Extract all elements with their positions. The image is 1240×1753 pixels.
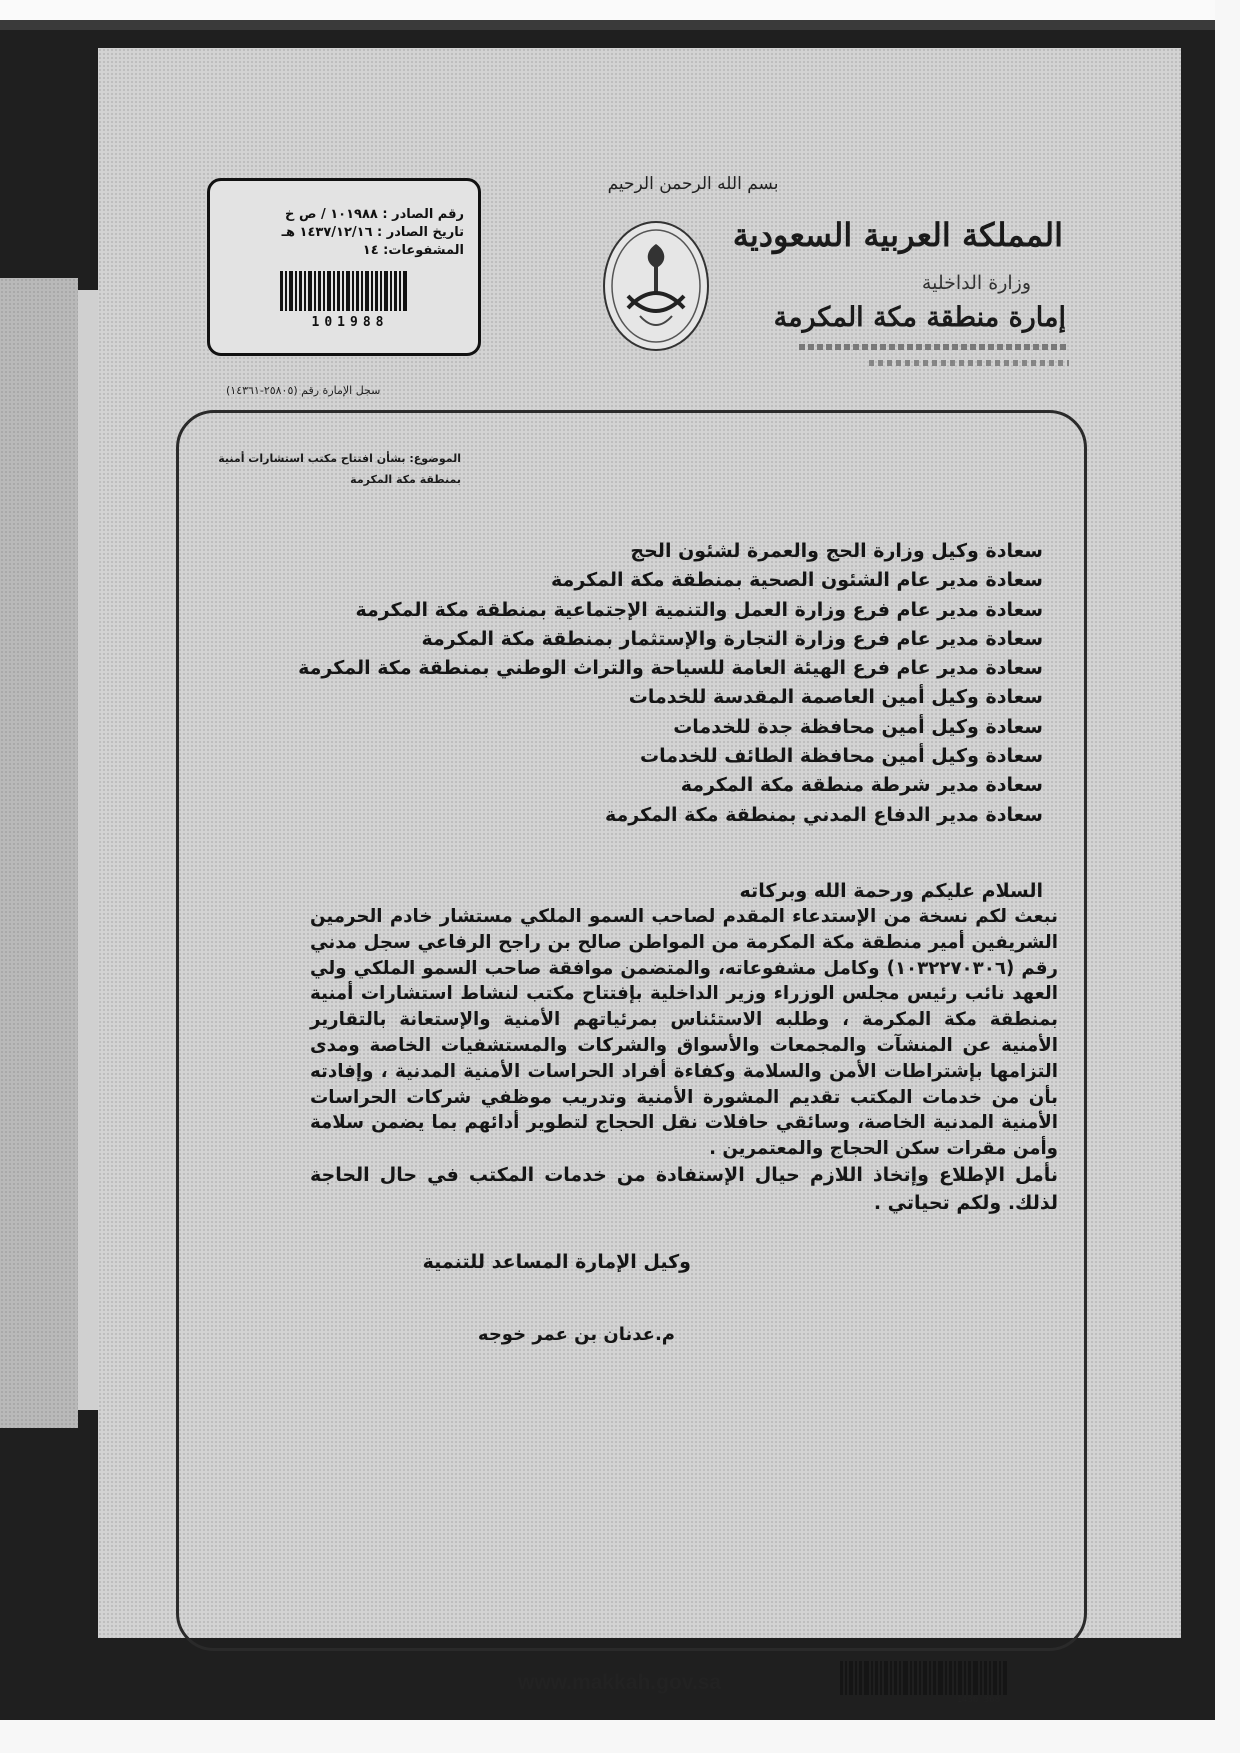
basmala: بسم الله الرحمن الرحيم (607, 174, 779, 194)
recipient: سعادة مدير الدفاع المدني بمنطقة مكة المكرمة (605, 803, 1043, 826)
scan-right-margin (1215, 0, 1240, 1753)
underlying-page-edge (0, 278, 78, 1428)
signatory-name: م.عدنان بن عمر خوجه (477, 1324, 675, 1345)
recipient: سعادة مدير عام فرع وزارة العمل والتنمية الإجتماعية بمنطقة مكة المكرمة (355, 598, 1043, 621)
greeting: السلام عليكم ورحمة الله وبركاته (739, 880, 1043, 902)
subject-line-2: بمنطقة مكة المكرمة (350, 473, 461, 486)
recipient: سعادة وكيل أمين محافظة الطائف للخدمات (640, 745, 1043, 768)
footer-barcode-number: 1436 368 (956, 1695, 1000, 1705)
scan-bottom-margin (0, 1720, 1240, 1753)
signatory-title: وكيل الإمارة المساعد للتنمية (422, 1251, 691, 1273)
saudi-emblem-icon (596, 216, 716, 366)
attachments-count: المشفوعات: ١٤ (362, 243, 464, 258)
closing-paragraph: نأمل الإطلاع وإتخاذ اللازم حيال الإستفادة من خدمات المكتب في حال الحاجة لذلك. ولكم تحياتي . (310, 1164, 1058, 1214)
letterhead-subline (799, 344, 1069, 350)
emirate-title: إمارة منطقة مكة المكرمة (773, 302, 1066, 333)
letterhead-subline-2 (869, 360, 1069, 366)
recipient: سعادة مدير عام فرع الهيئة العامة للسياحة والتراث الوطني بمنطقة مكة المكرمة (298, 657, 1043, 680)
registry-number: سجل الإمارة رقم (٢٥٨٠٥-١٤٣٦١) (226, 384, 381, 397)
recipients-list (243, 537, 1043, 830)
recipient: سعادة مدير عام فرع وزارة التجارة والإستثمار بمنطقة مكة المكرمة (421, 627, 1043, 650)
recipient: سعادة وكيل أمين العاصمة المقدسة للخدمات (628, 686, 1043, 709)
reference-stamp-box (207, 178, 481, 356)
recipient: سعادة مدير شرطة منطقة مكة المكرمة (680, 774, 1043, 797)
subject-line-1: الموضوع: بشأن افتتاح مكتب استشارات أمنية (218, 452, 461, 465)
outgoing-number: رقم الصادر : ١٠١٩٨٨ / ص خ (285, 207, 464, 222)
barcode-icon (280, 271, 410, 311)
underlying-page-shadow (78, 290, 98, 1410)
outgoing-date: تاريخ الصادر : ١٤٣٧/١٢/١٦ هـ (281, 225, 464, 240)
footer-website: www.makkah.gov.sa (518, 1671, 722, 1694)
footer-barcode-icon (840, 1661, 1010, 1695)
letter-page (98, 48, 1181, 1705)
kingdom-title: المملكة العربية السعودية (732, 216, 1063, 254)
recipient: سعادة وكيل أمين محافظة جدة للخدمات (673, 715, 1043, 738)
scan-top-edge (0, 20, 1240, 30)
subject-block (218, 448, 461, 490)
letter-body: نبعث لكم نسخة من الإستدعاء المقدم لصاحب السمو الملكي مستشار خادم الحرمين الشريفين أمير منطقة مكة المكرمة من المواطن صالح بن راجح الرفاعي سجل مدني رقم (١٠٣٢٢٧٠٣٠٦) وكامل مشفوعاته، والمتضمن موافقة صاحب السمو الملكي ولي العهد نائب رئيس مجلس الوزراء وزير الداخلية بإفتتاح مكتب لنشاط استشارات أمنية بمنطقة مكة المكرمة ، وطلبه الاستئناس بمرئياتهم الأمنية والإستعانة بالتقارير الأمنية عن المنشآت والمجمعات والأسواق والشركات والمستشفيات الخاصة ومدى التزامها بإشتراطات الأمن والسلامة وكفاءة أفراد الحراسات الأمنية المدنية ، وإفادته بأن من خدمات المكتب تقديم المشورة الأمنية وتدريب موظفي شركات الحراسات الأمنية المدنية الخاصة، وسائقي حافلات نقل الحجاج لتطوير أدائهم بما يضمن سلامة وأمن مقرات سكن الحجاج والمعتمرين . (310, 906, 1058, 1160)
recipient: سعادة مدير عام الشئون الصحية بمنطقة مكة المكرمة (551, 569, 1043, 592)
barcode-number: 101988 (311, 315, 389, 330)
ministry-title: وزارة الداخلية (921, 272, 1031, 294)
recipient: سعادة وكيل وزارة الحج والعمرة لشئون الحج (630, 540, 1043, 562)
